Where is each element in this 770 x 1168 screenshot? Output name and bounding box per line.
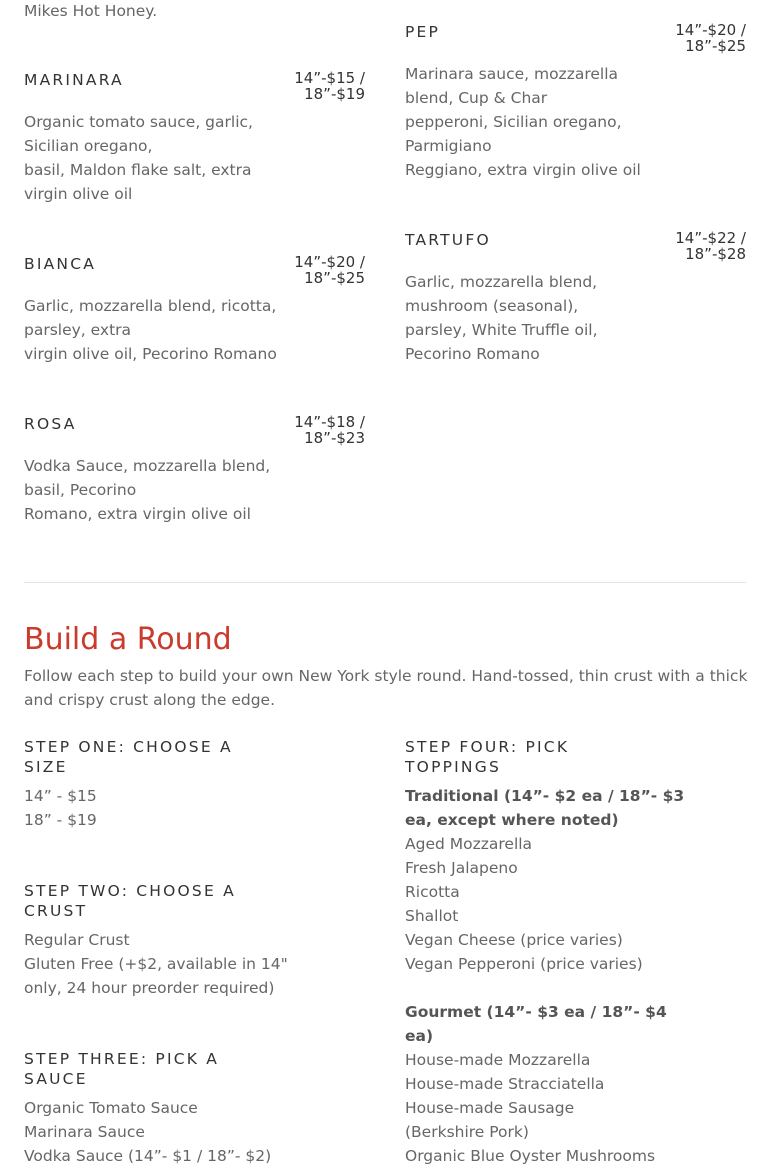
step-title-line: CRUST: [24, 902, 88, 920]
step-title-line: STEP FOUR: PICK: [405, 738, 570, 756]
step-four-title: [405, 737, 569, 777]
description-line: mushroom (seasonal),: [405, 297, 579, 315]
sauce-option: Organic Tomato Sauce: [24, 1099, 198, 1117]
description-line: Garlic, mozzarella blend,: [405, 273, 598, 291]
header-line: ea, except where noted): [405, 811, 619, 829]
description-line: virgin olive oil: [24, 185, 133, 203]
topping-option: Ricotta: [405, 883, 460, 901]
topping-option: Aged Mozzarella: [405, 835, 533, 853]
pizza-description-rosa: [24, 454, 270, 526]
size-option: 18” - $19: [24, 811, 97, 829]
step-title-line: STEP ONE: CHOOSE A: [24, 738, 233, 756]
step-one-title: [24, 737, 233, 777]
price-line: 18”-$19: [304, 85, 365, 103]
step-two-title: [24, 881, 236, 921]
step-title-line: TOPPINGS: [405, 758, 501, 776]
step-title-line: STEP TWO: CHOOSE A: [24, 882, 236, 900]
price-line: 18”-$25: [685, 37, 746, 55]
description-line: Sicilian oregano,: [24, 137, 153, 155]
price-line: 14”-$18 /: [294, 413, 365, 431]
section-divider: [24, 582, 746, 583]
description-line: Reggiano, extra virgin olive oil: [405, 161, 641, 179]
crust-option: Gluten Free (+$2, available in 14": [24, 955, 288, 973]
topping-option: House-made Sausage: [405, 1099, 575, 1117]
header-line: ea): [405, 1027, 434, 1045]
price-line: 18”-$23: [304, 429, 365, 447]
step-one-options: [24, 784, 97, 832]
build-intro-text: Follow each step to build your own New York style round. Hand-tossed, thin crust with a thick and crispy crust along the edge.: [24, 667, 748, 709]
price-line: 18”-$25: [304, 269, 365, 287]
step-title-line: STEP THREE: PICK A: [24, 1050, 220, 1068]
step-four-toppings: [405, 784, 684, 1168]
topping-option: (Berkshire Pork): [405, 1123, 529, 1141]
pizza-price-marinara: [294, 70, 365, 102]
description-line: Parmigiano: [405, 137, 492, 155]
description-line: Marinara sauce, mozzarella: [405, 65, 619, 83]
description-line: Organic tomato sauce, garlic,: [24, 113, 253, 131]
topping-option: Vegan Pepperoni (price varies): [405, 955, 643, 973]
description-line: Romano, extra virgin olive oil: [24, 505, 251, 523]
pizza-price-bianca: [294, 254, 365, 286]
pizza-description-bianca: [24, 294, 277, 366]
header-line: Gourmet (14”- $3 ea / 18”- $4: [405, 1003, 667, 1021]
crust-option: Regular Crust: [24, 931, 130, 949]
sauce-option: Vodka Sauce (14”- $1 / 18”- $2): [24, 1147, 272, 1165]
description-line: blend, Cup & Char: [405, 89, 548, 107]
description-line: Vodka Sauce, mozzarella blend,: [24, 457, 271, 475]
price-line: 14”-$20 /: [675, 21, 746, 39]
topping-option: House-made Stracciatella: [405, 1075, 605, 1093]
description-line: virgin olive oil, Pecorino Romano: [24, 345, 277, 363]
pizza-description-tartufo: [405, 270, 598, 366]
topping-option: Organic Blue Oyster Mushrooms: [405, 1147, 656, 1165]
size-option: 14” - $15: [24, 787, 97, 805]
topping-option: Fresh Jalapeno: [405, 859, 518, 877]
pizza-description-pep: [405, 62, 641, 182]
description-line: Pecorino Romano: [405, 345, 540, 363]
spacer: [405, 976, 684, 1000]
description-line: pepperoni, Sicilian oregano,: [405, 113, 622, 131]
pizza-name-pep: PEP: [405, 23, 441, 41]
price-line: 14”-$20 /: [294, 253, 365, 271]
description-line: Garlic, mozzarella blend, ricotta,: [24, 297, 277, 315]
gourmet-toppings-header: [405, 1000, 684, 1048]
pizza-name-bianca: BIANCA: [24, 255, 97, 273]
step-title-line: SAUCE: [24, 1070, 88, 1088]
price-line: 14”-$15 /: [294, 69, 365, 87]
topping-option: Shallot: [405, 907, 459, 925]
step-three-title: [24, 1049, 219, 1089]
price-line: 14”-$22 /: [675, 229, 746, 247]
pizza-price-tartufo: [675, 230, 746, 262]
description-line: parsley, White Truffle oil,: [405, 321, 598, 339]
previous-item-description: Mikes Hot Honey.: [24, 2, 158, 20]
pizza-price-pep: [675, 22, 746, 54]
crust-option: only, 24 hour preorder required): [24, 979, 275, 997]
traditional-toppings-header: [405, 784, 684, 832]
pizza-name-rosa: ROSA: [24, 415, 77, 433]
section-title-build-a-round: Build a Round: [24, 622, 232, 657]
pizza-description-marinara: [24, 110, 253, 206]
pizza-name-tartufo: TARTUFO: [405, 231, 491, 249]
description-line: parsley, extra: [24, 321, 132, 339]
step-three-options: [24, 1096, 271, 1168]
step-two-options: [24, 928, 288, 1000]
description-line: basil, Maldon flake salt, extra: [24, 161, 252, 179]
description-line: basil, Pecorino: [24, 481, 137, 499]
pizza-name-marinara: MARINARA: [24, 71, 124, 89]
topping-option: Vegan Cheese (price varies): [405, 931, 623, 949]
sauce-option: Marinara Sauce: [24, 1123, 145, 1141]
price-line: 18”-$28: [685, 245, 746, 263]
header-line: Traditional (14”- $2 ea / 18”- $3: [405, 787, 685, 805]
topping-option: House-made Mozzarella: [405, 1051, 591, 1069]
pizza-price-rosa: [294, 414, 365, 446]
step-title-line: SIZE: [24, 758, 68, 776]
